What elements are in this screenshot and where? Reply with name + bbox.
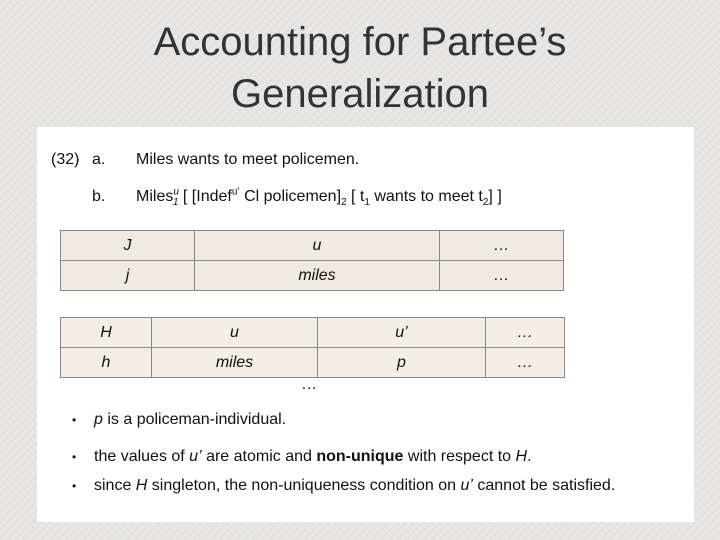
table-row	[61, 318, 565, 348]
bullet-text: .	[527, 448, 532, 465]
bullet-text: since	[94, 477, 136, 494]
list-item	[72, 447, 615, 467]
bullet-text: non-unique	[316, 448, 404, 465]
assignment-table-j	[60, 230, 564, 291]
slide-title	[0, 16, 720, 120]
bullet-text: the values of	[94, 448, 190, 465]
table-cell: u	[195, 231, 440, 261]
bullet-text: are atomic and	[201, 448, 317, 465]
bullet-icon: •	[72, 479, 77, 493]
example-b-lf	[136, 187, 502, 207]
example-a-sentence: Miles wants to meet policemen.	[136, 151, 360, 168]
bullet-text: p	[94, 411, 103, 428]
table-row	[61, 231, 564, 261]
table-cell: u’	[318, 318, 486, 348]
bullet-text: is a policeman-individual.	[102, 411, 287, 428]
example-number: (32)	[51, 151, 80, 168]
title-line-1: Accounting for Partee’s	[153, 20, 567, 64]
lf-sub: 1	[172, 197, 179, 209]
bullet-text: u’	[460, 477, 473, 494]
table-cell: j	[61, 261, 195, 291]
lf-sub: 2	[482, 197, 489, 209]
lf-part: Cl policemen]	[239, 188, 342, 205]
bullet-text: cannot be satisfied.	[472, 477, 616, 494]
list-item	[72, 476, 615, 496]
table-cell: …	[440, 231, 564, 261]
lf-sub: 2	[341, 197, 347, 209]
bullet-icon: •	[72, 413, 77, 427]
table-cell: …	[486, 348, 565, 378]
bullet-text: H	[515, 448, 528, 465]
continuation-ellipsis: …	[301, 376, 317, 393]
bullet-text: H	[135, 477, 148, 494]
table-cell: H	[61, 318, 152, 348]
table-cell: miles	[152, 348, 318, 378]
example-a-label: a.	[92, 151, 106, 168]
lf-part: Miles	[136, 188, 174, 205]
example-b-label: b.	[92, 188, 106, 205]
table-cell: h	[61, 348, 152, 378]
table-cell: …	[440, 261, 564, 291]
table-cell: u	[152, 318, 318, 348]
list-item	[72, 410, 615, 430]
table-cell: …	[486, 318, 565, 348]
table-row	[61, 348, 565, 378]
bullet-text: with respect to	[403, 448, 516, 465]
table-cell: p	[318, 348, 486, 378]
lf-sup: u	[173, 186, 179, 198]
bullet-text: singleton, the non-uniqueness condition on	[147, 477, 461, 494]
table-cell: miles	[195, 261, 440, 291]
lf-part: wants to meet t	[369, 188, 483, 205]
title-line-2: Generalization	[231, 72, 489, 116]
table-row	[61, 261, 564, 291]
lf-part: [ t	[346, 188, 365, 205]
assignment-table-h	[60, 317, 565, 378]
lf-sub: 1	[364, 197, 370, 209]
lf-part: [ [Indef	[178, 188, 232, 205]
lf-part: ] ]	[488, 188, 502, 205]
bullet-icon: •	[72, 450, 77, 464]
bullet-list	[72, 410, 615, 496]
bullet-text: u’	[189, 448, 202, 465]
table-cell: J	[61, 231, 195, 261]
lf-sup: u’	[231, 186, 240, 198]
